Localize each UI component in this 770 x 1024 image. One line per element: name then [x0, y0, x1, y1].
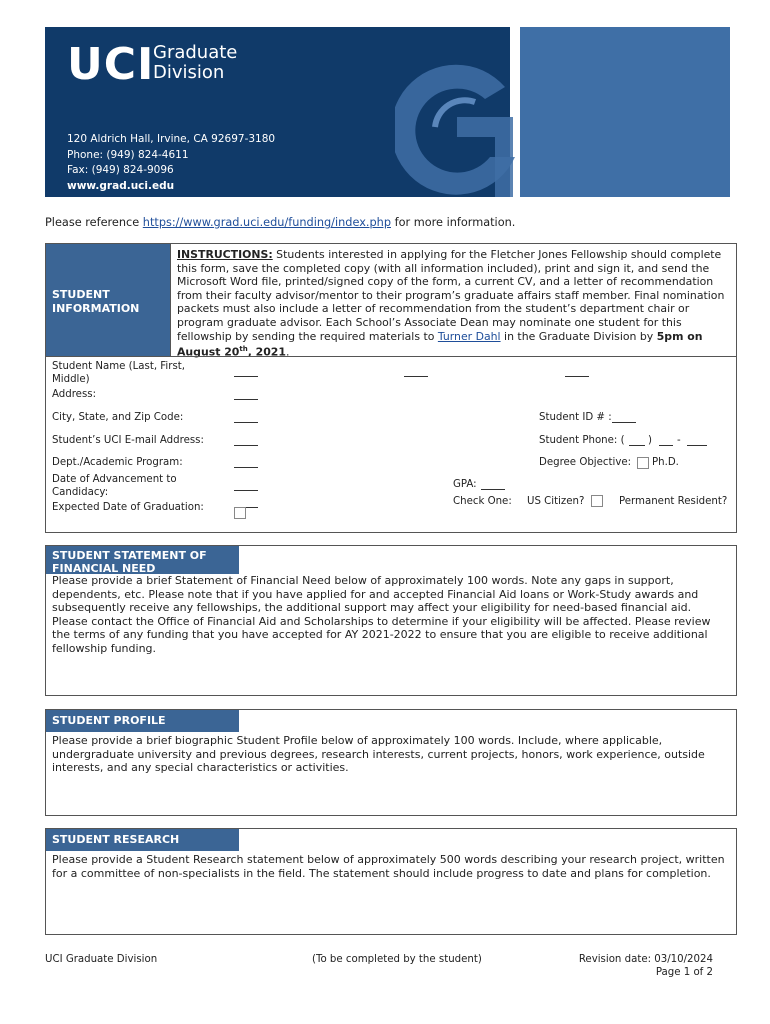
division-logo-text: Graduate Division	[153, 42, 238, 83]
header-accent-panel	[520, 27, 730, 197]
header-banner	[45, 27, 510, 197]
contact-block	[67, 132, 275, 194]
page-number: Page 1 of 2	[655, 967, 713, 978]
email-label: Student’s UCI E-mail Address:	[52, 435, 204, 446]
footer-right	[530, 953, 713, 979]
student-id-field[interactable]	[612, 412, 636, 423]
student-info-heading-cell	[46, 244, 171, 357]
g-emblem-icon	[395, 47, 525, 211]
email-field[interactable]	[234, 435, 258, 446]
funding-link[interactable]: https://www.grad.uci.edu/funding/index.php	[142, 216, 391, 229]
student-profile-section	[45, 709, 737, 816]
contact-link[interactable]: Turner Dahl	[437, 329, 501, 343]
student-information-section	[45, 243, 737, 533]
first-name-field[interactable]	[404, 366, 428, 377]
us-citizen-label: US Citizen?	[527, 496, 585, 507]
dept-label: Dept./Academic Program:	[52, 457, 183, 468]
revision-date: Revision date: 03/10/2024	[578, 954, 713, 965]
reference-line: Please reference https://www.grad.uci.edu/funding/index.php for more information.	[45, 216, 516, 229]
fax-line: Fax: (949) 824-9096	[67, 164, 174, 176]
student-profile-heading: STUDENT PROFILE	[46, 710, 239, 732]
city-label: City, State, and Zip Code:	[52, 412, 184, 423]
footer-center: (To be completed by the student)	[312, 954, 482, 965]
last-name-field[interactable]	[234, 366, 258, 377]
permanent-resident-label: Permanent Resident?	[619, 496, 728, 507]
city-field[interactable]	[234, 412, 258, 423]
phone-prefix-field[interactable]	[659, 435, 673, 446]
dept-field[interactable]	[234, 457, 258, 468]
footer-left: UCI Graduate Division	[45, 954, 158, 965]
uci-logo-text: UCI	[67, 39, 155, 90]
gpa-label: GPA:	[453, 479, 477, 490]
phone-dash: -	[677, 435, 681, 446]
graduation-checkbox[interactable]	[234, 507, 246, 519]
student-name-label: Student Name (Last, First, Middle)	[52, 361, 185, 385]
degree-objective-label: Degree Objective:	[539, 457, 632, 468]
phone-line: Phone: (949) 824-4611	[67, 148, 189, 161]
advancement-field[interactable]	[234, 480, 258, 491]
phd-checkbox[interactable]	[637, 457, 649, 469]
instructions-divider	[170, 356, 736, 357]
student-research-heading: STUDENT RESEARCH	[46, 829, 239, 851]
middle-name-field[interactable]	[565, 366, 589, 377]
check-one-label: Check One:	[453, 496, 512, 507]
student-research-section	[45, 828, 737, 935]
phd-label: Ph.D.	[652, 457, 679, 468]
gpa-field[interactable]	[481, 479, 505, 490]
website-line: www.grad.uci.edu	[67, 179, 175, 192]
advancement-label: Date of Advancement to Candidacy:	[52, 474, 177, 498]
student-research-text: Please provide a Student Research statement below of approximately 500 words describing your research project, written for a committee of non-specialists in the field. The statement should include progress to date and plans for completion.	[52, 853, 725, 880]
phone-line-field[interactable]	[687, 435, 707, 446]
student-id-label: Student ID # :	[539, 412, 612, 423]
financial-need-heading: STUDENT STATEMENT OF FINANCIAL NEED	[46, 546, 239, 574]
instructions-text: INSTRUCTIONS: Students interested in applying for the Fletcher Jones Fellowship should complete this form, save the completed copy (with all information included), print and sign it, and send the Microsoft Word file, printed/signed copy of the form, a current CV, and a letter of recommendation from their faculty advisor/mentor to their program’s graduate affairs staff member. Final nomination packets must also include a letter of recommendation from the student’s department chair or program graduate advisor. Each School’s Associate Dean may nominate one student for this fellowship by sending the required materials to Turner Dahl in the Graduate Division by 5pm on August 20th, 2021.	[177, 248, 725, 359]
student-info-heading: STUDENT INFORMATION	[52, 288, 140, 315]
financial-need-text: Please provide a brief Statement of Financial Need below of approximately 100 words. Note any gaps in support, dependents, etc. Please note that if you have applied for and accepted Financial Aid loans or Work-Study awards and subsequently receive any fellowships, the additional support may affect your eligibility for need-based financial aid. Please contact the Office of Financial Aid and Scholarships to determine if your eligibility will be affected. Please review the terms of any funding that you have accepted for AY 2021-2022 to ensure that you are eligible to receive additional fellowship funding.	[52, 574, 711, 655]
phone-area-field[interactable]	[629, 435, 645, 446]
us-citizen-checkbox[interactable]	[591, 495, 603, 507]
financial-need-section	[45, 545, 737, 696]
address-line: 120 Aldrich Hall, Irvine, CA 92697-3180	[67, 133, 276, 145]
phone-label: Student Phone: (	[539, 435, 625, 446]
address-label: Address:	[52, 389, 97, 400]
address-field[interactable]	[234, 389, 258, 400]
graduation-label: Expected Date of Graduation:	[52, 502, 204, 513]
student-profile-text: Please provide a brief biographic Student Profile below of approximately 100 words. Include, where applicable, undergraduate university and previous degrees, research interests, current projects, honors, work experience, outside interests, and any special characteristics or activities.	[52, 734, 705, 775]
phone-paren: )	[648, 435, 652, 446]
